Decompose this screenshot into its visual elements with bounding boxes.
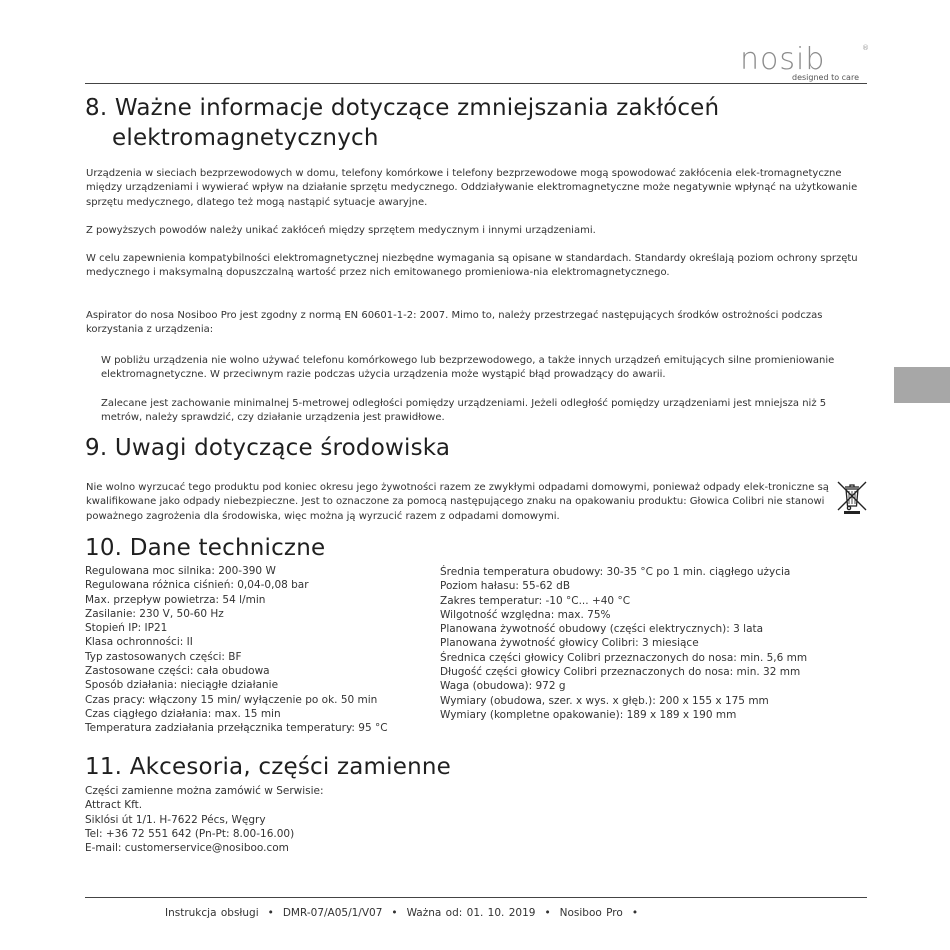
spec-line: Planowana żywotność obudowy (części elektrycznych): 3 lata: [440, 623, 764, 636]
brand-logo: [740, 42, 870, 84]
footer-separator: •: [391, 907, 398, 919]
spec-line: Temperatura zadziałania przełącznika temperatury: 95 °C: [85, 722, 388, 735]
spec-line: Zastosowane części: cała obudowa: [85, 665, 270, 678]
tech-specs-right: [440, 565, 807, 722]
spec-line: Zasilanie: 230 V, 50-60 Hz: [85, 607, 224, 620]
footer-separator: •: [544, 907, 551, 919]
logo-registered-mark: ®: [862, 44, 869, 52]
spec-line: Waga (obudowa): 972 g: [440, 680, 566, 693]
paragraph: Urządzenia w sieciach bezprzewodowych w domu, telefony komórkowe i telefony bezprzewodowe mogą spowodować zakłócenia elek-tromagnetyczne między urządzeniami i wywierać wpływ na działanie sprzętu medycznego. Oddziaływanie elektromagnetyczne może negatywnie wpłynąć na użytkowanie sprzętu medycznego, dlatego też mogą nastąpić sytuacje awaryjne.: [86, 168, 858, 208]
page-footer: [165, 907, 647, 919]
section-8-title-line2: elektromagnetycznych: [112, 125, 379, 151]
footer-valid-date: Ważna od: 01. 10. 2019: [406, 907, 536, 919]
logo-tagline: designed to care: [792, 73, 859, 82]
footer-doc-code: DMR-07/A05/1/V07: [282, 907, 383, 919]
spec-line: Średnia temperatura obudowy: 30-35 °C po 1 min. ciągłego użycia: [440, 566, 791, 578]
section-8-title-line1: 8. Ważne informacje dotyczące zmniejszania zakłóceń: [85, 95, 720, 121]
section-11-title: 11. Akcesoria, części zamienne: [85, 754, 451, 780]
contact-line: E-mail: customerservice@nosiboo.com: [85, 842, 289, 855]
spec-line: Klasa ochronności: II: [85, 636, 193, 649]
spec-line: Regulowana moc silnika: 200-390 W: [85, 565, 276, 577]
section-tab-marker: [894, 367, 950, 403]
spec-line: Wilgotność względna: max. 75%: [440, 608, 611, 621]
header-rule: [85, 83, 867, 84]
spec-line: Planowana żywotność głowicy Colibri: 3 miesiące: [440, 637, 699, 650]
footer-rule: [85, 897, 867, 898]
paragraph: Aspirator do nosa Nosiboo Pro jest zgodny z normą EN 60601-1-2: 2007. Mimo to, należy przestrzegać następujących środków ostrożności podczas korzystania z urządzenia:: [86, 310, 823, 336]
contact-line: Attract Kft.: [85, 799, 143, 812]
paragraph: Nie wolno wyrzucać tego produktu pod koniec okresu jego żywotności razem ze zwykłymi odpadami domowymi, ponieważ odpady elek-troniczne są kwalifikowane jako odpady niebezpieczne. Jest to oznaczone za pomocą następującego znaku na opakowaniu produktu: Głowica Colibri nie stanowi poważnego zagrożenia dla środowiska, więc można ją wyrzucić razem z odpadami domowymi.: [86, 482, 829, 522]
spec-line: Typ zastosowanych części: BF: [85, 650, 242, 663]
section-8-title: [85, 93, 719, 153]
contact-line: Siklósi út 1/1. H-7622 Pécs, Węgry: [85, 813, 266, 826]
service-contact: [85, 784, 324, 855]
spec-line: Czas ciągłego działania: max. 15 min: [85, 707, 281, 720]
spec-line: Długość części głowicy Colibri przeznaczonych do nosa: min. 32 mm: [440, 666, 801, 679]
footer-product: Nosiboo Pro: [559, 907, 623, 919]
spec-line: Max. przepływ powietrza: 54 l/min: [85, 593, 266, 606]
spec-line: Sposób działania: nieciągłe działanie: [85, 679, 279, 692]
spec-line: Wymiary (kompletne opakowanie): 189 x 189 x 190 mm: [440, 708, 737, 721]
section-9-title: 9. Uwagi dotyczące środowiska: [85, 435, 451, 461]
section-10-title: 10. Dane techniczne: [85, 535, 326, 561]
tech-specs-left: [85, 564, 388, 736]
logo-wordmark: nosib: [740, 42, 826, 77]
footer-separator: •: [267, 907, 274, 919]
bullet-item: W pobliżu urządzenia nie wolno używać telefonu komórkowego lub bezprzewodowego, a także innych urządzeń emitujących silne promieniowanie elektromagnetyczne. W przeciwnym razie podczas użycia urządzenia może wystąpić błąd prowadzący do awarii.: [101, 355, 835, 381]
paragraph: W celu zapewnienia kompatybilności elektromagnetycznej niezbędne wymagania są opisane w standardach. Standardy określają poziom ochrony sprzętu medycznego i maksymalną dopuszczalną wartość przez nich emitowanego promieniowa-nia elektromagnetycznego.: [86, 253, 858, 279]
spec-line: Zakres temperatur: -10 °C... +40 °C: [440, 594, 631, 607]
spec-line: Stopień IP: IP21: [85, 622, 168, 635]
spec-line: Regulowana różnica ciśnień: 0,04-0,08 bar: [85, 579, 309, 592]
footer-separator: •: [631, 907, 639, 919]
contact-line: Części zamienne można zamówić w Serwisie:: [85, 785, 324, 797]
contact-line: Tel: +36 72 551 642 (Pn-Pt: 8.00-16.00): [85, 827, 295, 840]
bullet-item: Zalecane jest zachowanie minimalnej 5-metrowej odległości pomiędzy urządzeniami. Jeżeli odległość pomiędzy urządzeniami jest mniejsza niż 5 metrów, należy sprawdzić, czy działanie urządzenia jest prawidłowe.: [101, 398, 827, 424]
spec-line: Poziom hałasu: 55-62 dB: [440, 580, 571, 593]
crossed-out-wheelie-bin-icon: [836, 479, 868, 515]
spec-line: Czas pracy: włączony 15 min/ wyłączenie po ok. 50 min: [85, 693, 378, 706]
footer-doc-type: Instrukcja obsługi: [165, 907, 259, 919]
spec-line: Wymiary (obudowa, szer. x wys. x głęb.): 200 x 155 x 175 mm: [440, 694, 769, 707]
paragraph: Z powyższych powodów należy unikać zakłóceń między sprzętem medycznym i innymi urządzeniami.: [86, 225, 596, 236]
spec-line: Średnica części głowicy Colibri przeznaczonych do nosa: min. 5,6 mm: [440, 651, 808, 664]
